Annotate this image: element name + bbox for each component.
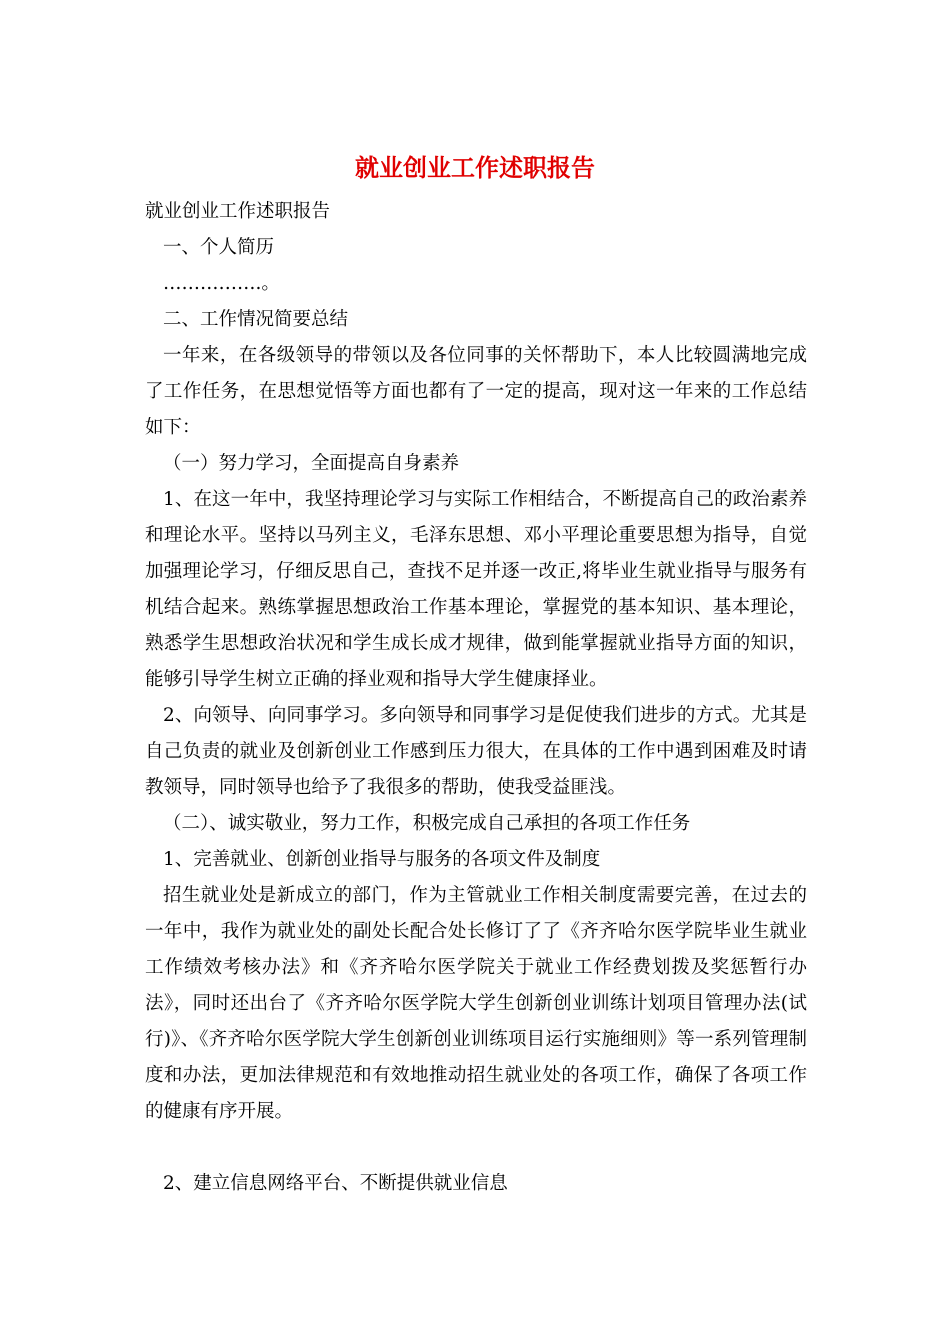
study-item-1: 1、在这一年中，我坚持理论学习与实际工作相结合，不断提高自己的政治素养和理论水平。坚持以马列主义，毛泽东思想、邓小平理论重要思想为指导，自觉加强理论学习，仔细反思自己，查找不足并逐一改正,将毕业生就业指导与服务有机结合起来。熟练掌握思想政治工作基本理论，掌握党的基本知识、基本理论，熟悉学生思想政治状况和学生成长成才规律，做到能掌握就业指导方面的知识，能够引导学生树立正确的择业观和指导大学生健康择业。	[145, 489, 807, 690]
ellipsis-paragraph: …………….。	[163, 273, 280, 294]
paragraph-gap	[145, 1130, 807, 1166]
subsection-heading-study: （一）努力学习，全面提高自身素养	[163, 453, 460, 474]
work-item-1-heading: 1、完善就业、创新创业指导与服务的各项文件及制度	[163, 849, 601, 870]
section-heading-summary: 二、工作情况简要总结	[163, 309, 349, 330]
study-item-2: 2、向领导、向同事学习。多向领导和同事学习是促使我们进步的方式。尤其是自己负责的就业及创新创业工作感到压力很大，在具体的工作中遇到困难及时请教领导，同时领导也给予了我很多的帮助，使我受益匪浅。	[145, 705, 807, 798]
intro-paragraph: 一年来，在各级领导的带领以及各位同事的关怀帮助下，本人比较圆满地完成了工作任务，在思想觉悟等方面也都有了一定的提高，现对这一年来的工作总结如下：	[145, 345, 807, 438]
section-heading-resume: 一、个人简历	[163, 237, 275, 258]
work-item-2-heading: 2、建立信息网络平台、不断提供就业信息	[163, 1173, 508, 1194]
subtitle-paragraph: 就业创业工作述职报告	[145, 201, 331, 222]
work-item-1-body: 招生就业处是新成立的部门，作为主管就业工作相关制度需要完善，在过去的一年中，我作为就业处的副处长配合处长修订了了《齐齐哈尔医学院毕业生就业工作绩效考核办法》和《齐齐哈尔医学院关于就业工作经费划拨及奖惩暂行办法》，同时还出台了《齐齐哈尔医学院大学生创新创业训练计划项目管理办法(试行)》、《齐齐哈尔医学院大学生创新创业训练项目运行实施细则》等一系列管理制度和办法，更加法律规范和有效地推动招生就业处的各项工作，确保了各项工作的健康有序开展。	[145, 885, 807, 1122]
document-title: 就业创业工作述职报告	[355, 153, 595, 182]
subsection-heading-work: （二）、诚实敬业，努力工作，积极完成自己承担的各项工作任务	[163, 813, 691, 834]
document-body	[145, 194, 807, 1202]
